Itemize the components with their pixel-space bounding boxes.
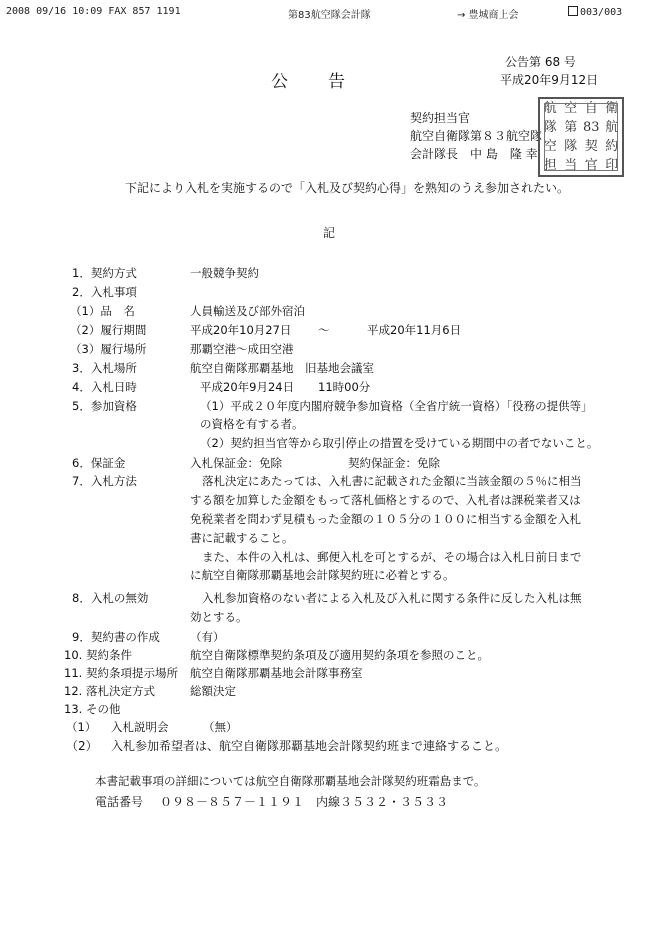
item-10-value: 航空自衛隊標準契約条項及び適用契約条項を参照のこと。 (190, 648, 489, 662)
item-6-bid-deposit: 入札保証金：免除 (190, 456, 282, 470)
seal-glyph: 隊 (564, 139, 578, 154)
item-2-3-value: 那覇空港～成田空港 (190, 342, 294, 356)
item-12-label: 12. 落札決定方式 (64, 684, 155, 698)
seal-glyph: 空 (543, 139, 557, 154)
item-8-line-2: 効とする。 (190, 610, 248, 624)
notice-number: 公告第 68 号 (505, 55, 576, 69)
item-9-label: 9．契約書の作成 (72, 630, 160, 644)
item-4-label: 4．入札日時 (72, 380, 137, 394)
item-5-line-2: の資格を有する者。 (200, 417, 304, 431)
item-5-label: 5．参加資格 (72, 399, 137, 413)
item-2-2-sep: ～ (318, 323, 330, 337)
item-10-label: 10. 契約条件 (64, 648, 132, 662)
item-8-label: 8．入札の無効 (72, 591, 149, 605)
notice-date: 平成20年9月12日 (500, 73, 599, 87)
item-3-value: 航空自衛隊那覇基地 旧基地会議室 (190, 361, 374, 375)
item-6-contract-deposit: 契約保証金：免除 (348, 456, 440, 470)
seal-glyph: 自 (584, 101, 598, 116)
item-2-3-label: （3）履行場所 (70, 342, 147, 356)
item-9-value: （有） (190, 630, 225, 644)
item-5-line-1: （1）平成２０年度内閣府競争参加資格（全省庁統一資格）「役務の提供等」 (200, 399, 593, 413)
seal-glyph: 印 (605, 158, 619, 173)
fax-page-icon (568, 6, 578, 16)
ki-heading: 記 (323, 226, 336, 240)
seal-glyph: 83 (582, 120, 600, 135)
phone-label: 電話番号 (95, 795, 144, 809)
item-5-line-3: （2）契約担当官等から取引停止の措置を受けている期間中の者でないこと。 (200, 436, 599, 450)
item-7-line-3: 免税業者を問わず見積もった金額の１０５分の１００に相当する金額を入札 (190, 512, 581, 526)
seal-glyph: 契 (584, 139, 598, 154)
item-13-1-name: 入札説明会 (111, 720, 169, 734)
fax-page-box (568, 6, 622, 18)
seal-glyph: 隊 (543, 120, 557, 135)
item-2-1-value: 人員輸送及び部外宿泊 (190, 304, 305, 318)
seal-glyph: 官 (584, 158, 598, 173)
item-3-label: 3．入札場所 (72, 361, 137, 375)
seal-glyph: 空 (564, 101, 578, 116)
item-13-2-value: 入札参加希望者は、航空自衛隊那覇基地会計隊契約班まで連絡すること。 (111, 739, 508, 753)
item-8-line-1: 入札参加資格のない者による入札及び入札に関する条件に反した入札は無 (202, 591, 582, 605)
seal-glyph: 航 (605, 120, 619, 135)
contact-note: 本書記載事項の詳細については航空自衛隊那覇基地会計隊契約班霜島まで。 (95, 774, 486, 788)
seal-glyph: 当 (564, 158, 578, 173)
item-7-line-4: 書に記載すること。 (190, 531, 294, 545)
item-7-line-6: に航空自衛隊那覇基地会計隊契約班に必着とする。 (190, 568, 455, 582)
item-13-1-label: （1） (66, 720, 97, 734)
item-7-line-2: する額を加算した金額をもって落札価格とするので、入札者は課税業者又は (190, 493, 581, 507)
intro-text: 下記により入札を実施するので「入札及び契約心得」を熟知のうえ参加されたい。 (125, 181, 570, 195)
issuer-line-1: 契約担当官 (410, 111, 471, 125)
fax-datetime: 2008 09/16 10:09 FAX 857 1191 (6, 6, 181, 17)
item-12-value: 総額決定 (190, 684, 236, 698)
item-2-label: 2．入札事項 (72, 285, 137, 299)
item-13-label: 13. その他 (64, 702, 121, 716)
item-4-time: 11時00分 (318, 380, 371, 394)
item-11-label: 11. 契約条項提示場所 (64, 666, 178, 680)
item-1-value: 一般競争契約 (190, 266, 259, 280)
issuer-line-2: 航空自衛隊第８３航空隊 (410, 129, 543, 143)
phone-number: ０９８－８５７－１１９１ 内線３５３２・３５３３ (160, 795, 449, 809)
item-7-line-5: また、本件の入札は、郵便入札を可とするが、その場合は入札日前日まで (202, 550, 582, 564)
seal-glyph: 約 (605, 139, 619, 154)
seal-glyph: 航 (543, 101, 557, 116)
fax-recipient: → 豊城商上会 (457, 10, 519, 21)
seal-glyph: 第 (564, 120, 578, 135)
item-1-label: 1．契約方式 (72, 266, 137, 280)
fax-page-number: 003/003 (580, 7, 623, 18)
seal-glyph: 衛 (605, 101, 619, 116)
item-7-line-1: 落札決定にあたっては、入札書に記載された金額に当該金額の５％に相当 (202, 474, 582, 488)
item-2-2-end: 平成20年11月6日 (367, 323, 462, 337)
issuer-line-3: 会計隊長 中 島 隆 幸 (410, 147, 538, 161)
item-7-label: 7．入札方法 (72, 474, 137, 488)
item-13-1-value: （無） (203, 720, 238, 734)
official-seal (538, 97, 624, 177)
item-6-label: 6．保証金 (72, 456, 126, 470)
seal-glyph: 担 (543, 158, 557, 173)
item-4-date: 平成20年9月24日 (200, 380, 295, 394)
page-title: 公 告 (271, 72, 347, 92)
item-13-2-label: （2） (66, 739, 98, 753)
item-2-1-label: （1）品 名 (70, 304, 135, 318)
item-2-2-label: （2）履行期間 (70, 323, 147, 337)
item-2-2-start: 平成20年10月27日 (190, 323, 292, 337)
fax-sender: 第83航空隊会計隊 (288, 10, 371, 21)
item-11-value: 航空自衛隊那覇基地会計隊事務室 (190, 666, 363, 680)
